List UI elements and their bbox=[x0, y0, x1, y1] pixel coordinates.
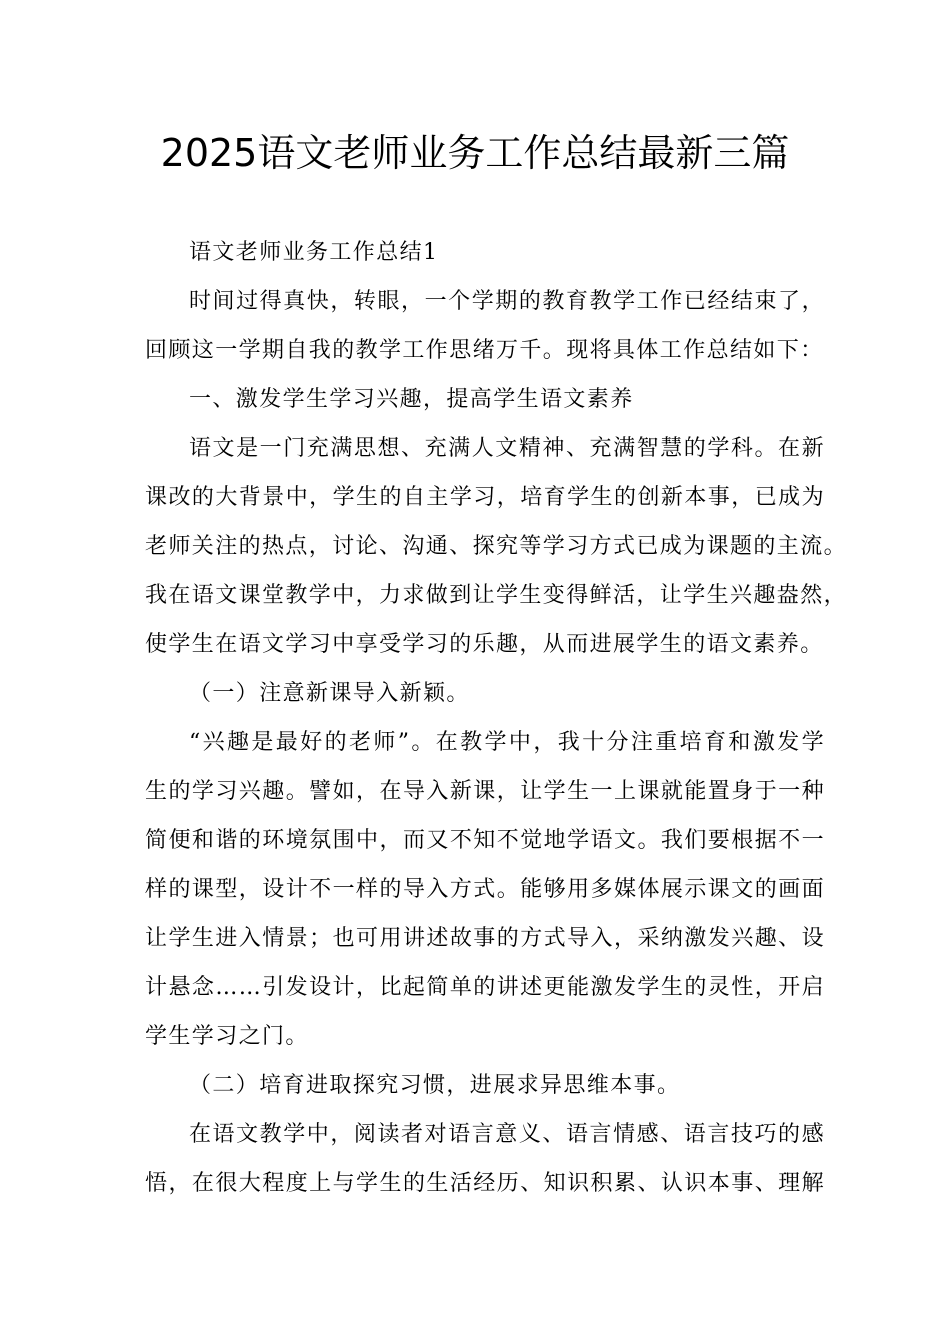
paragraph-line: 学生学习之门。 bbox=[145, 1024, 309, 1049]
paragraph-line: 生的学习兴趣。譬如，在导入新课，让学生一上课就能置身于一种 bbox=[145, 779, 825, 804]
document-title: 2025语文老师业务工作总结最新三篇 bbox=[160, 131, 790, 175]
section-heading-summary-1: 语文老师业务工作总结1 bbox=[189, 240, 439, 265]
paragraph-line: 回顾这一学期自我的教学工作思绪万千。现将具体工作总结如下： bbox=[145, 338, 824, 363]
paragraph-line: 语文是一门充满思想、充满人文精神、充满智慧的学科。在新 bbox=[189, 436, 825, 461]
paragraph-line: 我在语文课堂教学中，力求做到让学生变得鲜活，让学生兴趣盎然， bbox=[145, 583, 848, 608]
paragraph-line: 让学生进入情景；也可用讲述故事的方式导入，采纳激发兴趣、设 bbox=[145, 926, 825, 951]
paragraph-line: 在语文教学中，阅读者对语言意义、语言情感、语言技巧的感 bbox=[189, 1122, 825, 1147]
section-heading-1: 一、激发学生学习兴趣，提高学生语文素养 bbox=[189, 387, 634, 412]
subsection-heading-2: （二）培育进取探究习惯，进展求异思维本事。 bbox=[189, 1073, 681, 1098]
paragraph-line: 使学生在语文学习中享受学习的乐趣，从而进展学生的语文素养。 bbox=[145, 632, 824, 657]
paragraph-line: 时间过得真快，转眼，一个学期的教育教学工作已经结束了， bbox=[189, 289, 825, 314]
paragraph-line: 样的课型，设计不一样的导入方式。能够用多媒体展示课文的画面 bbox=[145, 877, 825, 902]
paragraph-line: 老师关注的热点，讨论、沟通、探究等学习方式已成为课题的主流。 bbox=[145, 534, 848, 559]
subsection-heading-1: （一）注意新课导入新颖。 bbox=[189, 681, 470, 706]
paragraph-line: 简便和谐的环境氛围中，而又不知不觉地学语文。我们要根据不一 bbox=[145, 828, 825, 853]
paragraph-line: 悟，在很大程度上与学生的生活经历、知识积累、认识本事、理解 bbox=[145, 1171, 825, 1196]
paragraph-line: “兴趣是最好的老师”。在教学中，我十分注重培育和激发学 bbox=[189, 730, 825, 755]
paragraph-line: 课改的大背景中，学生的自主学习，培育学生的创新本事，已成为 bbox=[145, 485, 825, 510]
paragraph-line: 计悬念……引发设计，比起简单的讲述更能激发学生的灵性，开启 bbox=[145, 975, 825, 1000]
